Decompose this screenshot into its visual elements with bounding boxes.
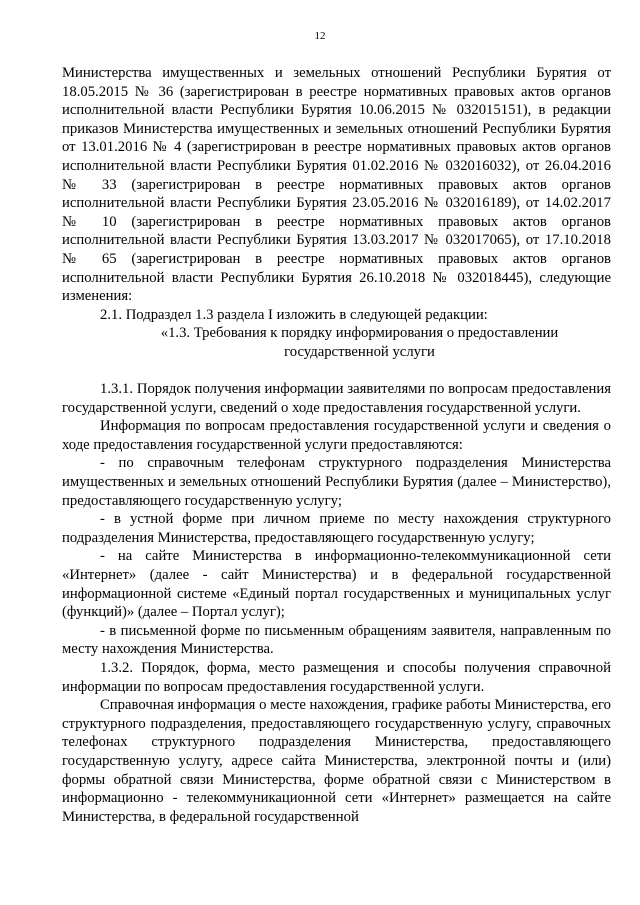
list-item-website: - на сайте Министерства в информационно-телекоммуникационной сети «Интернет» (далее - сайт Министерства) и в федеральной государственной информационной системе «Единый портал государственных и муниципальных услуг (функций)» (далее – Портал услуг); bbox=[62, 548, 611, 621]
blank-line bbox=[62, 362, 611, 381]
list-item-phone: - по справочным телефонам структурного подразделения Министерства имущественных и земельных отношений Республики Бурятия (далее – Министерство), предоставляющего государственную услугу; bbox=[62, 455, 611, 509]
document-body bbox=[62, 64, 611, 826]
list-item-written: - в письменной форме по письменным обращениям заявителя, направленным по месту нахождения Министерства. bbox=[62, 622, 611, 658]
clause-1-3-2-paragraph: 1.3.2. Порядок, форма, место размещения и способы получения справочной информации по вопросам предоставления государственной услуги. bbox=[62, 660, 611, 695]
clause-2-1-paragraph: 2.1. Подраздел 1.3 раздела I изложить в следующей редакции: bbox=[100, 306, 488, 323]
reference-info-paragraph: Справочная информация о месте нахождения, графике работы Министерства, его структурного подразделения, предоставляющего государственную услугу, справочных телефонах структурного подразделения Министерства, предоставляющего государственную услугу, адресе сайта Министерства, электронной почты и (или) формы обратной связи Министерства, форме обратной связи с Министерством в информационно - телекоммуникационной сети «Интернет» размещается на сайте Министерства, в федеральной государственной bbox=[62, 697, 611, 825]
amendment-intro-paragraph: Министерства имущественных и земельных отношений Республики Бурятия от 18.05.2015 № 36 (зарегистрирован в реестре нормативных правовых актов органов исполнительной власти Республики Бурятия 10.06.2015 № 032015151), в редакции приказов Министерства имущественных и земельных отношений Республики Бурятия от 13.01.2016 № 4 (зарегистрирован в реестре нормативных правовых актов органов исполнительной власти Республики Бурятия 01.02.2016 № 032016032), от 26.04.2016 № 33 (зарегистрирован в реестре нормативных правовых актов органов исполнительной власти Республики Бурятия 23.05.2016 № 032016189), от 14.02.2017 № 10 (зарегистрирован в реестре нормативных правовых актов органов исполнительной власти Республики Бурятия 13.03.2017 № 032017065), от 17.10.2018 № 65 (зарегистрирован в реестре нормативных правовых актов органов исполнительной власти Республики Бурятия 26.10.2018 № 032018445), следующие изменения: bbox=[62, 65, 611, 305]
section-1-3-heading: «1.3. Требования к порядку информирования о предоставлении государственной услуги bbox=[160, 325, 559, 360]
clause-1-3-1-paragraph: 1.3.1. Порядок получения информации заявителями по вопросам предоставления государственной услуги, сведений о ходе предоставления государственной услуги. bbox=[62, 381, 611, 416]
information-channels-paragraph: Информация по вопросам предоставления государственной услуги и сведения о ходе предоставления государственной услуги предоставляются: bbox=[62, 418, 611, 453]
page-number: 12 bbox=[314, 30, 326, 42]
list-item-oral: - в устной форме при личном приеме по месту нахождения структурного подразделения Министерства, предоставляющего государственную услугу; bbox=[62, 511, 611, 546]
